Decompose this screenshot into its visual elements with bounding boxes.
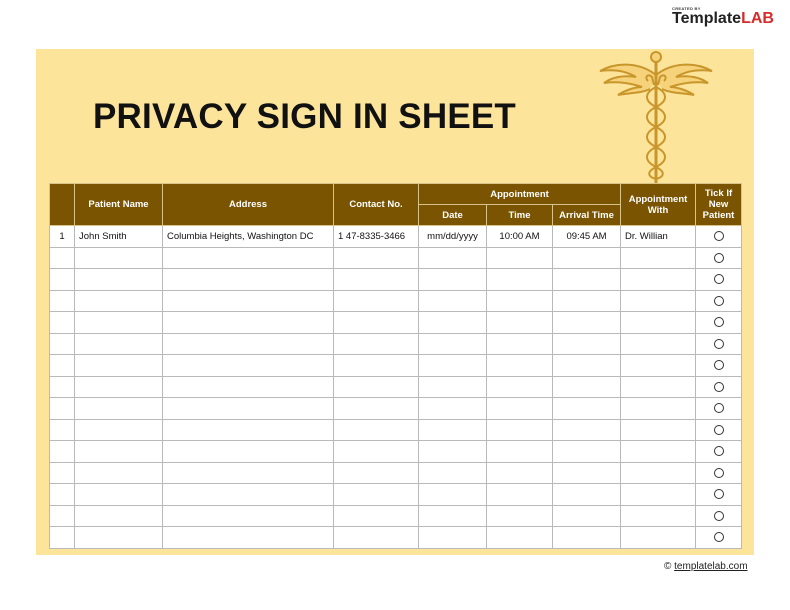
new-patient-cell bbox=[696, 527, 742, 549]
new-patient-cell bbox=[696, 441, 742, 463]
header-date: Date bbox=[419, 205, 487, 226]
new-patient-cell bbox=[696, 462, 742, 484]
row-number bbox=[50, 312, 75, 334]
new-patient-cell bbox=[696, 376, 742, 398]
contact-cell[interactable] bbox=[334, 312, 419, 334]
address-cell[interactable]: Columbia Heights, Washington DC bbox=[163, 226, 334, 248]
patient-name-cell[interactable]: John Smith bbox=[75, 226, 163, 248]
row-number bbox=[50, 355, 75, 377]
arrival-time-cell[interactable] bbox=[553, 247, 621, 269]
contact-cell[interactable] bbox=[334, 376, 419, 398]
contact-cell[interactable] bbox=[334, 247, 419, 269]
date-cell[interactable] bbox=[419, 419, 487, 441]
table-row bbox=[50, 484, 742, 506]
row-number bbox=[50, 462, 75, 484]
table-row bbox=[50, 376, 742, 398]
contact-cell[interactable] bbox=[334, 269, 419, 291]
contact-cell[interactable] bbox=[334, 505, 419, 527]
patient-name-cell[interactable] bbox=[75, 290, 163, 312]
contact-cell[interactable] bbox=[334, 441, 419, 463]
header-appointment: Appointment bbox=[419, 184, 621, 205]
appointment-with-cell[interactable] bbox=[621, 462, 696, 484]
new-patient-checkbox[interactable] bbox=[714, 360, 724, 370]
header-contact: Contact No. bbox=[334, 184, 419, 226]
new-patient-checkbox[interactable] bbox=[714, 532, 724, 542]
appointment-with-cell[interactable] bbox=[621, 441, 696, 463]
time-cell[interactable] bbox=[487, 269, 553, 291]
contact-cell[interactable]: 1 47-8335-3466 bbox=[334, 226, 419, 248]
arrival-time-cell[interactable] bbox=[553, 333, 621, 355]
arrival-time-cell[interactable] bbox=[553, 355, 621, 377]
date-cell[interactable] bbox=[419, 398, 487, 420]
date-cell[interactable] bbox=[419, 441, 487, 463]
new-patient-checkbox[interactable] bbox=[714, 253, 724, 263]
address-cell[interactable] bbox=[163, 484, 334, 506]
contact-cell[interactable] bbox=[334, 527, 419, 549]
appointment-with-cell[interactable]: Dr. Willian bbox=[621, 226, 696, 248]
templatelab-logo bbox=[672, 6, 774, 27]
appointment-with-cell[interactable] bbox=[621, 333, 696, 355]
new-patient-checkbox[interactable] bbox=[714, 446, 724, 456]
row-number bbox=[50, 290, 75, 312]
date-cell[interactable] bbox=[419, 376, 487, 398]
address-cell[interactable] bbox=[163, 247, 334, 269]
new-patient-checkbox[interactable] bbox=[714, 296, 724, 306]
header-appointment-with: Appointment With bbox=[621, 184, 696, 226]
date-cell[interactable] bbox=[419, 355, 487, 377]
date-cell[interactable] bbox=[419, 290, 487, 312]
row-number bbox=[50, 333, 75, 355]
new-patient-cell bbox=[696, 247, 742, 269]
new-patient-checkbox[interactable] bbox=[714, 317, 724, 327]
contact-cell[interactable] bbox=[334, 398, 419, 420]
arrival-time-cell[interactable] bbox=[553, 269, 621, 291]
header-time: Time bbox=[487, 205, 553, 226]
table-row bbox=[50, 462, 742, 484]
time-cell[interactable] bbox=[487, 441, 553, 463]
arrival-time-cell[interactable] bbox=[553, 441, 621, 463]
new-patient-checkbox[interactable] bbox=[714, 468, 724, 478]
time-cell[interactable] bbox=[487, 505, 553, 527]
arrival-time-cell[interactable] bbox=[553, 462, 621, 484]
address-cell[interactable] bbox=[163, 462, 334, 484]
appointment-with-cell[interactable] bbox=[621, 505, 696, 527]
copyright-symbol: © bbox=[664, 561, 672, 572]
new-patient-checkbox[interactable] bbox=[714, 339, 724, 349]
table-row bbox=[50, 441, 742, 463]
time-cell[interactable] bbox=[487, 333, 553, 355]
address-cell[interactable] bbox=[163, 441, 334, 463]
logo-wordmark-main: Template bbox=[672, 10, 742, 27]
contact-cell[interactable] bbox=[334, 333, 419, 355]
time-cell[interactable] bbox=[487, 355, 553, 377]
address-cell[interactable] bbox=[163, 505, 334, 527]
patient-name-cell[interactable] bbox=[75, 333, 163, 355]
new-patient-cell bbox=[696, 312, 742, 334]
arrival-time-cell[interactable] bbox=[553, 505, 621, 527]
address-cell[interactable] bbox=[163, 290, 334, 312]
appointment-with-cell[interactable] bbox=[621, 355, 696, 377]
date-cell[interactable] bbox=[419, 462, 487, 484]
row-number bbox=[50, 398, 75, 420]
address-cell[interactable] bbox=[163, 333, 334, 355]
contact-cell[interactable] bbox=[334, 355, 419, 377]
date-cell[interactable] bbox=[419, 484, 487, 506]
logo-wordmark bbox=[672, 10, 774, 27]
patient-name-cell[interactable] bbox=[75, 398, 163, 420]
appointment-with-cell[interactable] bbox=[621, 312, 696, 334]
address-cell[interactable] bbox=[163, 355, 334, 377]
patient-name-cell[interactable] bbox=[75, 355, 163, 377]
table-row bbox=[50, 527, 742, 549]
logo-created-by: CREATED BY bbox=[672, 6, 701, 11]
header-arrival-time: Arrival Time bbox=[553, 205, 621, 226]
table-row bbox=[50, 505, 742, 527]
appointment-with-cell[interactable] bbox=[621, 484, 696, 506]
footer-link[interactable]: templatelab.com bbox=[674, 561, 748, 572]
appointment-with-cell[interactable] bbox=[621, 269, 696, 291]
address-cell[interactable] bbox=[163, 527, 334, 549]
new-patient-cell bbox=[696, 333, 742, 355]
time-cell[interactable] bbox=[487, 376, 553, 398]
new-patient-checkbox[interactable] bbox=[714, 425, 724, 435]
new-patient-checkbox[interactable] bbox=[714, 274, 724, 284]
contact-cell[interactable] bbox=[334, 462, 419, 484]
date-cell[interactable] bbox=[419, 269, 487, 291]
new-patient-checkbox[interactable] bbox=[714, 403, 724, 413]
patient-name-cell[interactable] bbox=[75, 419, 163, 441]
time-cell[interactable] bbox=[487, 247, 553, 269]
footer bbox=[664, 561, 748, 572]
arrival-time-cell[interactable] bbox=[553, 376, 621, 398]
new-patient-cell bbox=[696, 290, 742, 312]
patient-name-cell[interactable] bbox=[75, 527, 163, 549]
row-number bbox=[50, 441, 75, 463]
patient-name-cell[interactable] bbox=[75, 484, 163, 506]
arrival-time-cell[interactable] bbox=[553, 398, 621, 420]
header-address: Address bbox=[163, 184, 334, 226]
address-cell[interactable] bbox=[163, 312, 334, 334]
date-cell[interactable] bbox=[419, 333, 487, 355]
date-cell[interactable] bbox=[419, 312, 487, 334]
patient-name-cell[interactable] bbox=[75, 247, 163, 269]
patient-name-cell[interactable] bbox=[75, 441, 163, 463]
table-row bbox=[50, 226, 742, 248]
header-patient-name: Patient Name bbox=[75, 184, 163, 226]
table-row bbox=[50, 247, 742, 269]
row-number bbox=[50, 376, 75, 398]
new-patient-cell bbox=[696, 226, 742, 248]
address-cell[interactable] bbox=[163, 419, 334, 441]
row-number bbox=[50, 527, 75, 549]
table-row bbox=[50, 312, 742, 334]
header-number bbox=[50, 184, 75, 226]
contact-cell[interactable] bbox=[334, 484, 419, 506]
header-new-patient: Tick If New Patient bbox=[696, 184, 742, 226]
new-patient-cell bbox=[696, 355, 742, 377]
patient-name-cell[interactable] bbox=[75, 505, 163, 527]
logo-wordmark-accent: LAB bbox=[741, 10, 774, 27]
table-row bbox=[50, 290, 742, 312]
new-patient-checkbox[interactable] bbox=[714, 231, 724, 241]
row-number bbox=[50, 247, 75, 269]
caduceus-icon bbox=[596, 49, 716, 185]
date-cell[interactable] bbox=[419, 505, 487, 527]
time-cell[interactable] bbox=[487, 290, 553, 312]
arrival-time-cell[interactable] bbox=[553, 419, 621, 441]
appointment-with-cell[interactable] bbox=[621, 398, 696, 420]
row-number bbox=[50, 419, 75, 441]
patient-name-cell[interactable] bbox=[75, 269, 163, 291]
row-number bbox=[50, 484, 75, 506]
table-row bbox=[50, 333, 742, 355]
contact-cell[interactable] bbox=[334, 290, 419, 312]
new-patient-checkbox[interactable] bbox=[714, 382, 724, 392]
new-patient-cell bbox=[696, 269, 742, 291]
new-patient-checkbox[interactable] bbox=[714, 489, 724, 499]
arrival-time-cell[interactable] bbox=[553, 290, 621, 312]
new-patient-cell bbox=[696, 419, 742, 441]
row-number bbox=[50, 269, 75, 291]
arrival-time-cell[interactable]: 09:45 AM bbox=[553, 226, 621, 248]
time-cell[interactable] bbox=[487, 462, 553, 484]
appointment-with-cell[interactable] bbox=[621, 247, 696, 269]
time-cell[interactable] bbox=[487, 419, 553, 441]
new-patient-cell bbox=[696, 484, 742, 506]
patient-name-cell[interactable] bbox=[75, 312, 163, 334]
sign-in-sheet bbox=[36, 49, 754, 572]
contact-cell[interactable] bbox=[334, 419, 419, 441]
table-row bbox=[50, 355, 742, 377]
time-cell[interactable] bbox=[487, 398, 553, 420]
table-row bbox=[50, 269, 742, 291]
appointment-with-cell[interactable] bbox=[621, 290, 696, 312]
new-patient-checkbox[interactable] bbox=[714, 511, 724, 521]
arrival-time-cell[interactable] bbox=[553, 312, 621, 334]
appointment-with-cell[interactable] bbox=[621, 419, 696, 441]
address-cell[interactable] bbox=[163, 376, 334, 398]
date-cell[interactable] bbox=[419, 247, 487, 269]
date-cell[interactable]: mm/dd/yyyy bbox=[419, 226, 487, 248]
address-cell[interactable] bbox=[163, 398, 334, 420]
row-number bbox=[50, 505, 75, 527]
arrival-time-cell[interactable] bbox=[553, 527, 621, 549]
time-cell[interactable] bbox=[487, 527, 553, 549]
date-cell[interactable] bbox=[419, 527, 487, 549]
page-title: PRIVACY SIGN IN SHEET bbox=[93, 97, 516, 136]
address-cell[interactable] bbox=[163, 269, 334, 291]
patient-name-cell[interactable] bbox=[75, 376, 163, 398]
new-patient-cell bbox=[696, 505, 742, 527]
table-row bbox=[50, 419, 742, 441]
new-patient-cell bbox=[696, 398, 742, 420]
arrival-time-cell[interactable] bbox=[553, 484, 621, 506]
patient-name-cell[interactable] bbox=[75, 462, 163, 484]
time-cell[interactable] bbox=[487, 312, 553, 334]
table-row bbox=[50, 398, 742, 420]
sign-in-table bbox=[49, 183, 742, 549]
appointment-with-cell[interactable] bbox=[621, 527, 696, 549]
appointment-with-cell[interactable] bbox=[621, 376, 696, 398]
time-cell[interactable] bbox=[487, 484, 553, 506]
row-number: 1 bbox=[50, 226, 75, 248]
time-cell[interactable]: 10:00 AM bbox=[487, 226, 553, 248]
